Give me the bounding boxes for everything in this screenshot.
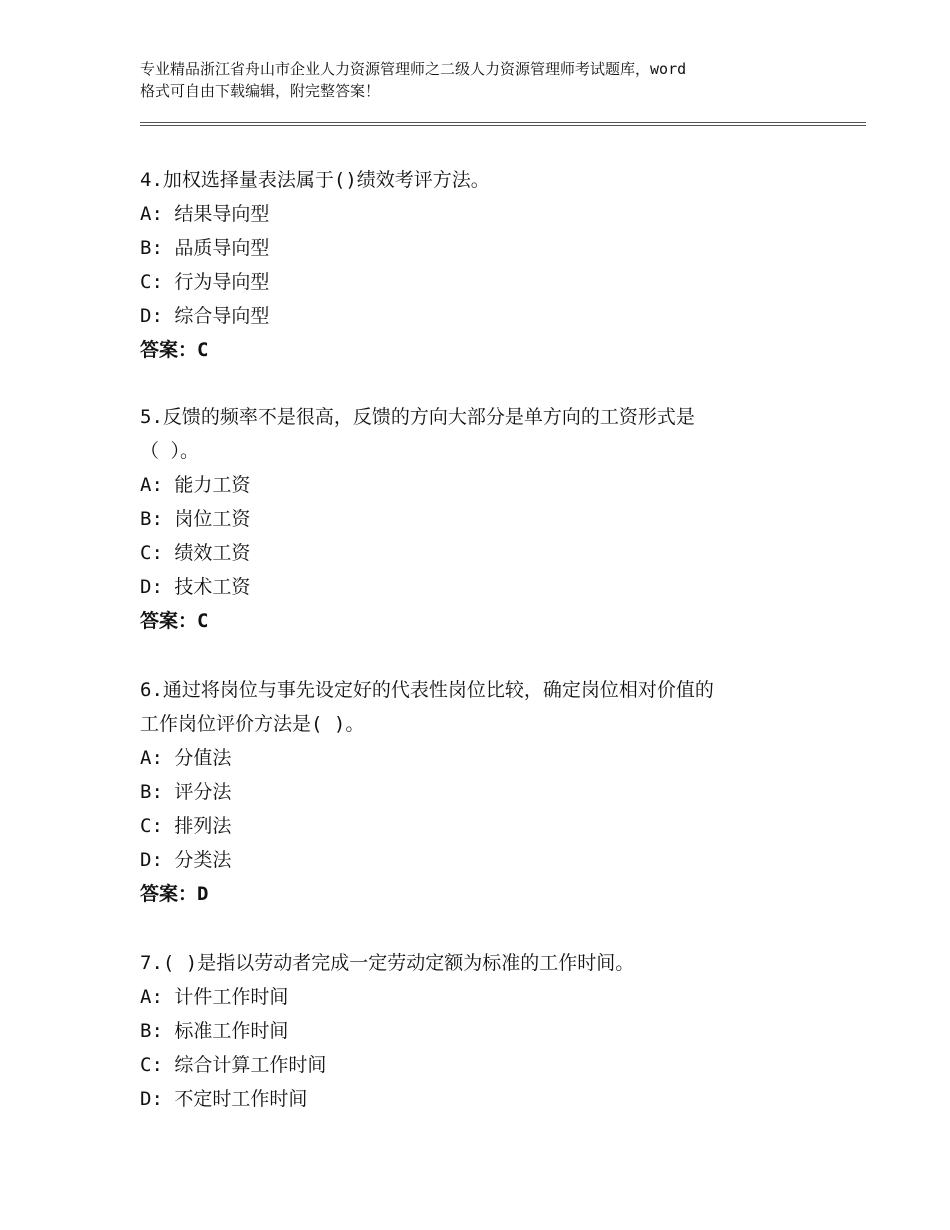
option-a: A: 计件工作时间	[140, 986, 289, 1008]
option-d: D: 技术工资	[140, 576, 251, 598]
option-a: A: 能力工资	[140, 474, 251, 496]
question-7	[140, 946, 840, 1116]
question-4	[140, 163, 840, 367]
option-d: D: 分类法	[140, 849, 232, 871]
question-stem: 5.反馈的频率不是很高，反馈的方向大部分是单方向的工资形式是	[140, 406, 695, 428]
header-divider-top	[140, 122, 866, 123]
answer: 答案：C	[140, 339, 209, 361]
option-a: A: 结果导向型	[140, 203, 270, 225]
question-stem-continued: （ ）。	[140, 440, 199, 462]
document-header	[140, 58, 830, 102]
header-line-2: 格式可自由下载编辑，附完整答案！	[140, 82, 381, 100]
option-d: D: 不定时工作时间	[140, 1088, 308, 1110]
option-d: D: 综合导向型	[140, 305, 270, 327]
option-b: B: 评分法	[140, 781, 232, 803]
option-b: B: 标准工作时间	[140, 1020, 289, 1042]
option-c: C: 综合计算工作时间	[140, 1054, 327, 1076]
option-c: C: 绩效工资	[140, 542, 251, 564]
answer: 答案：D	[140, 883, 209, 905]
option-c: C: 排列法	[140, 815, 232, 837]
option-c: C: 行为导向型	[140, 271, 270, 293]
question-stem: 7.( )是指以劳动者完成一定劳动定额为标准的工作时间。	[140, 952, 635, 974]
answer: 答案：C	[140, 610, 209, 632]
header-line-1: 专业精品浙江省舟山市企业人力资源管理师之二级人力资源管理师考试题库，word	[140, 60, 687, 78]
option-a: A: 分值法	[140, 747, 232, 769]
question-stem: 6.通过将岗位与事先设定好的代表性岗位比较，确定岗位相对价值的	[140, 679, 714, 701]
question-stem-continued: 工作岗位评价方法是( )。	[140, 713, 365, 735]
option-b: B: 品质导向型	[140, 237, 270, 259]
option-b: B: 岗位工资	[140, 508, 251, 530]
question-5	[140, 400, 840, 638]
question-stem: 4.加权选择量表法属于()绩效考评方法。	[140, 169, 490, 191]
header-divider-bottom	[140, 125, 866, 126]
question-6	[140, 673, 840, 911]
